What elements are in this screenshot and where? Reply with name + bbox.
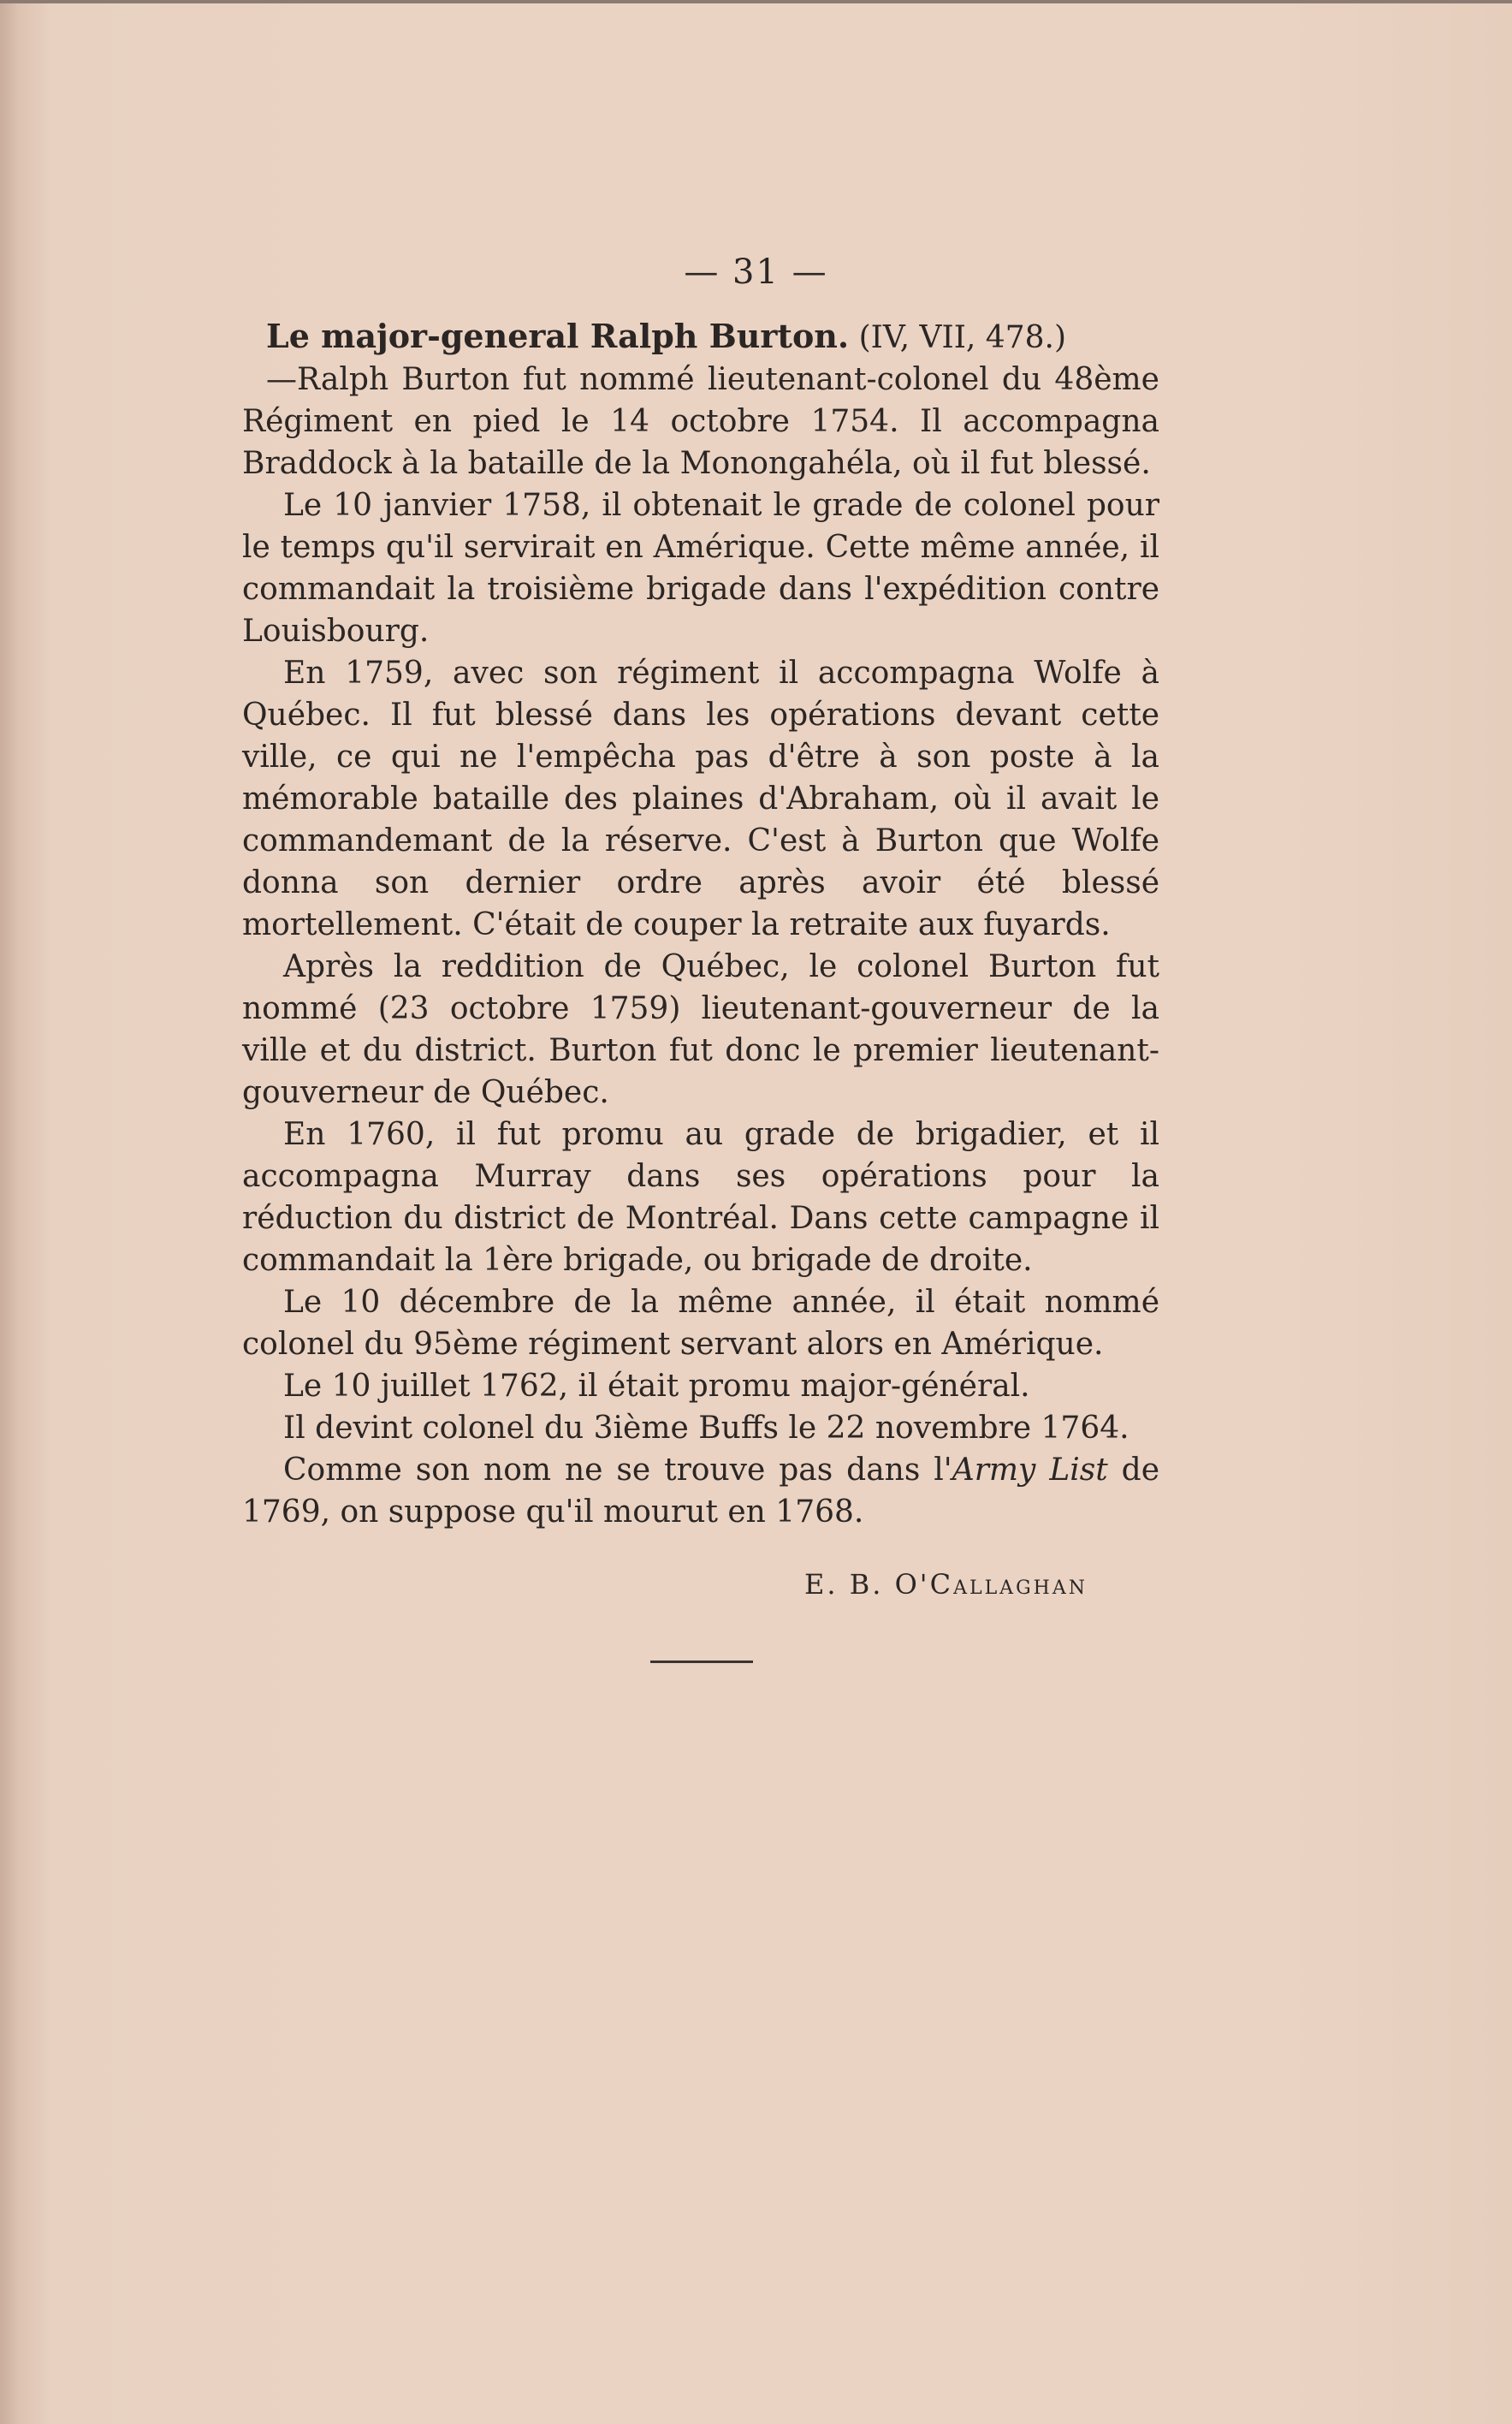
paragraph-2: Le 10 janvier 1758, il obtenait le grade de colonel pour le temps qu'il servirait en Amérique. Cette même année, il commandait la troisième brigade dans l'expédition contre Louisbourg. bbox=[242, 488, 1159, 649]
article-body bbox=[242, 315, 1159, 1533]
page-number: — 31 — bbox=[684, 253, 828, 292]
paragraph-3: En 1759, avec son régiment il accompagna Wolfe à Québec. Il fut blessé dans les opérations devant cette ville, ce qui ne l'empêcha pas d'être à son poste à la mémorable bataille des plaines d'Abraham, où il avait le commandemant de la réserve. C'est à Burton que Wolfe donna son dernier ordre après avoir été blessé mortellement. C'était de couper la retraite aux fuyards. bbox=[242, 656, 1159, 942]
section-divider bbox=[650, 1661, 753, 1663]
paragraph-8: Il devint colonel du 3ième Buffs le 22 novembre 1764. bbox=[283, 1411, 1130, 1446]
paragraph-4: Après la reddition de Québec, le colonel Burton fut nommé (23 octobre 1759) lieutenant-gouverneur de la ville et du district. Burton fut donc le premier lieutenant-gouverneur de Québec. bbox=[242, 949, 1159, 1110]
paragraph-text: —Ralph Burton fut nommé lieutenant-colonel du 48ème Régiment en pied le 14 octobre 1754. Il accompagna Braddock à la bataille de la Monongahéla, où il fut blessé. bbox=[242, 362, 1159, 481]
author-signature: E. B. O'Callaghan bbox=[804, 1568, 1088, 1601]
publication-title: Army List bbox=[952, 1453, 1108, 1488]
paragraph-5: En 1760, il fut promu au grade de brigadier, et il accompagna Murray dans ses opérations pour la réduction du district de Montréal. Dans cette campagne il commandait la 1ère brigade, ou brigade de droite. bbox=[242, 1117, 1159, 1278]
paragraph-7: Le 10 juillet 1762, il était promu major-général. bbox=[283, 1369, 1030, 1404]
paragraph-text-start: Comme son nom ne se trouve pas dans l' bbox=[283, 1453, 952, 1488]
page-top-edge bbox=[0, 0, 1512, 3]
paragraph-1 bbox=[242, 315, 1159, 484]
paragraph-6: Le 10 décembre de la même année, il était nommé colonel du 95ème régiment servant alors en Amérique. bbox=[242, 1285, 1159, 1362]
paragraph-text-end: de 1769, on suppose qu'il mourut en 1768. bbox=[242, 1453, 1159, 1530]
article-heading: Le major-general Ralph Burton. bbox=[266, 317, 850, 355]
paragraph-9 bbox=[242, 1449, 1159, 1533]
article-reference: (IV, VII, 478.) bbox=[858, 320, 1067, 355]
